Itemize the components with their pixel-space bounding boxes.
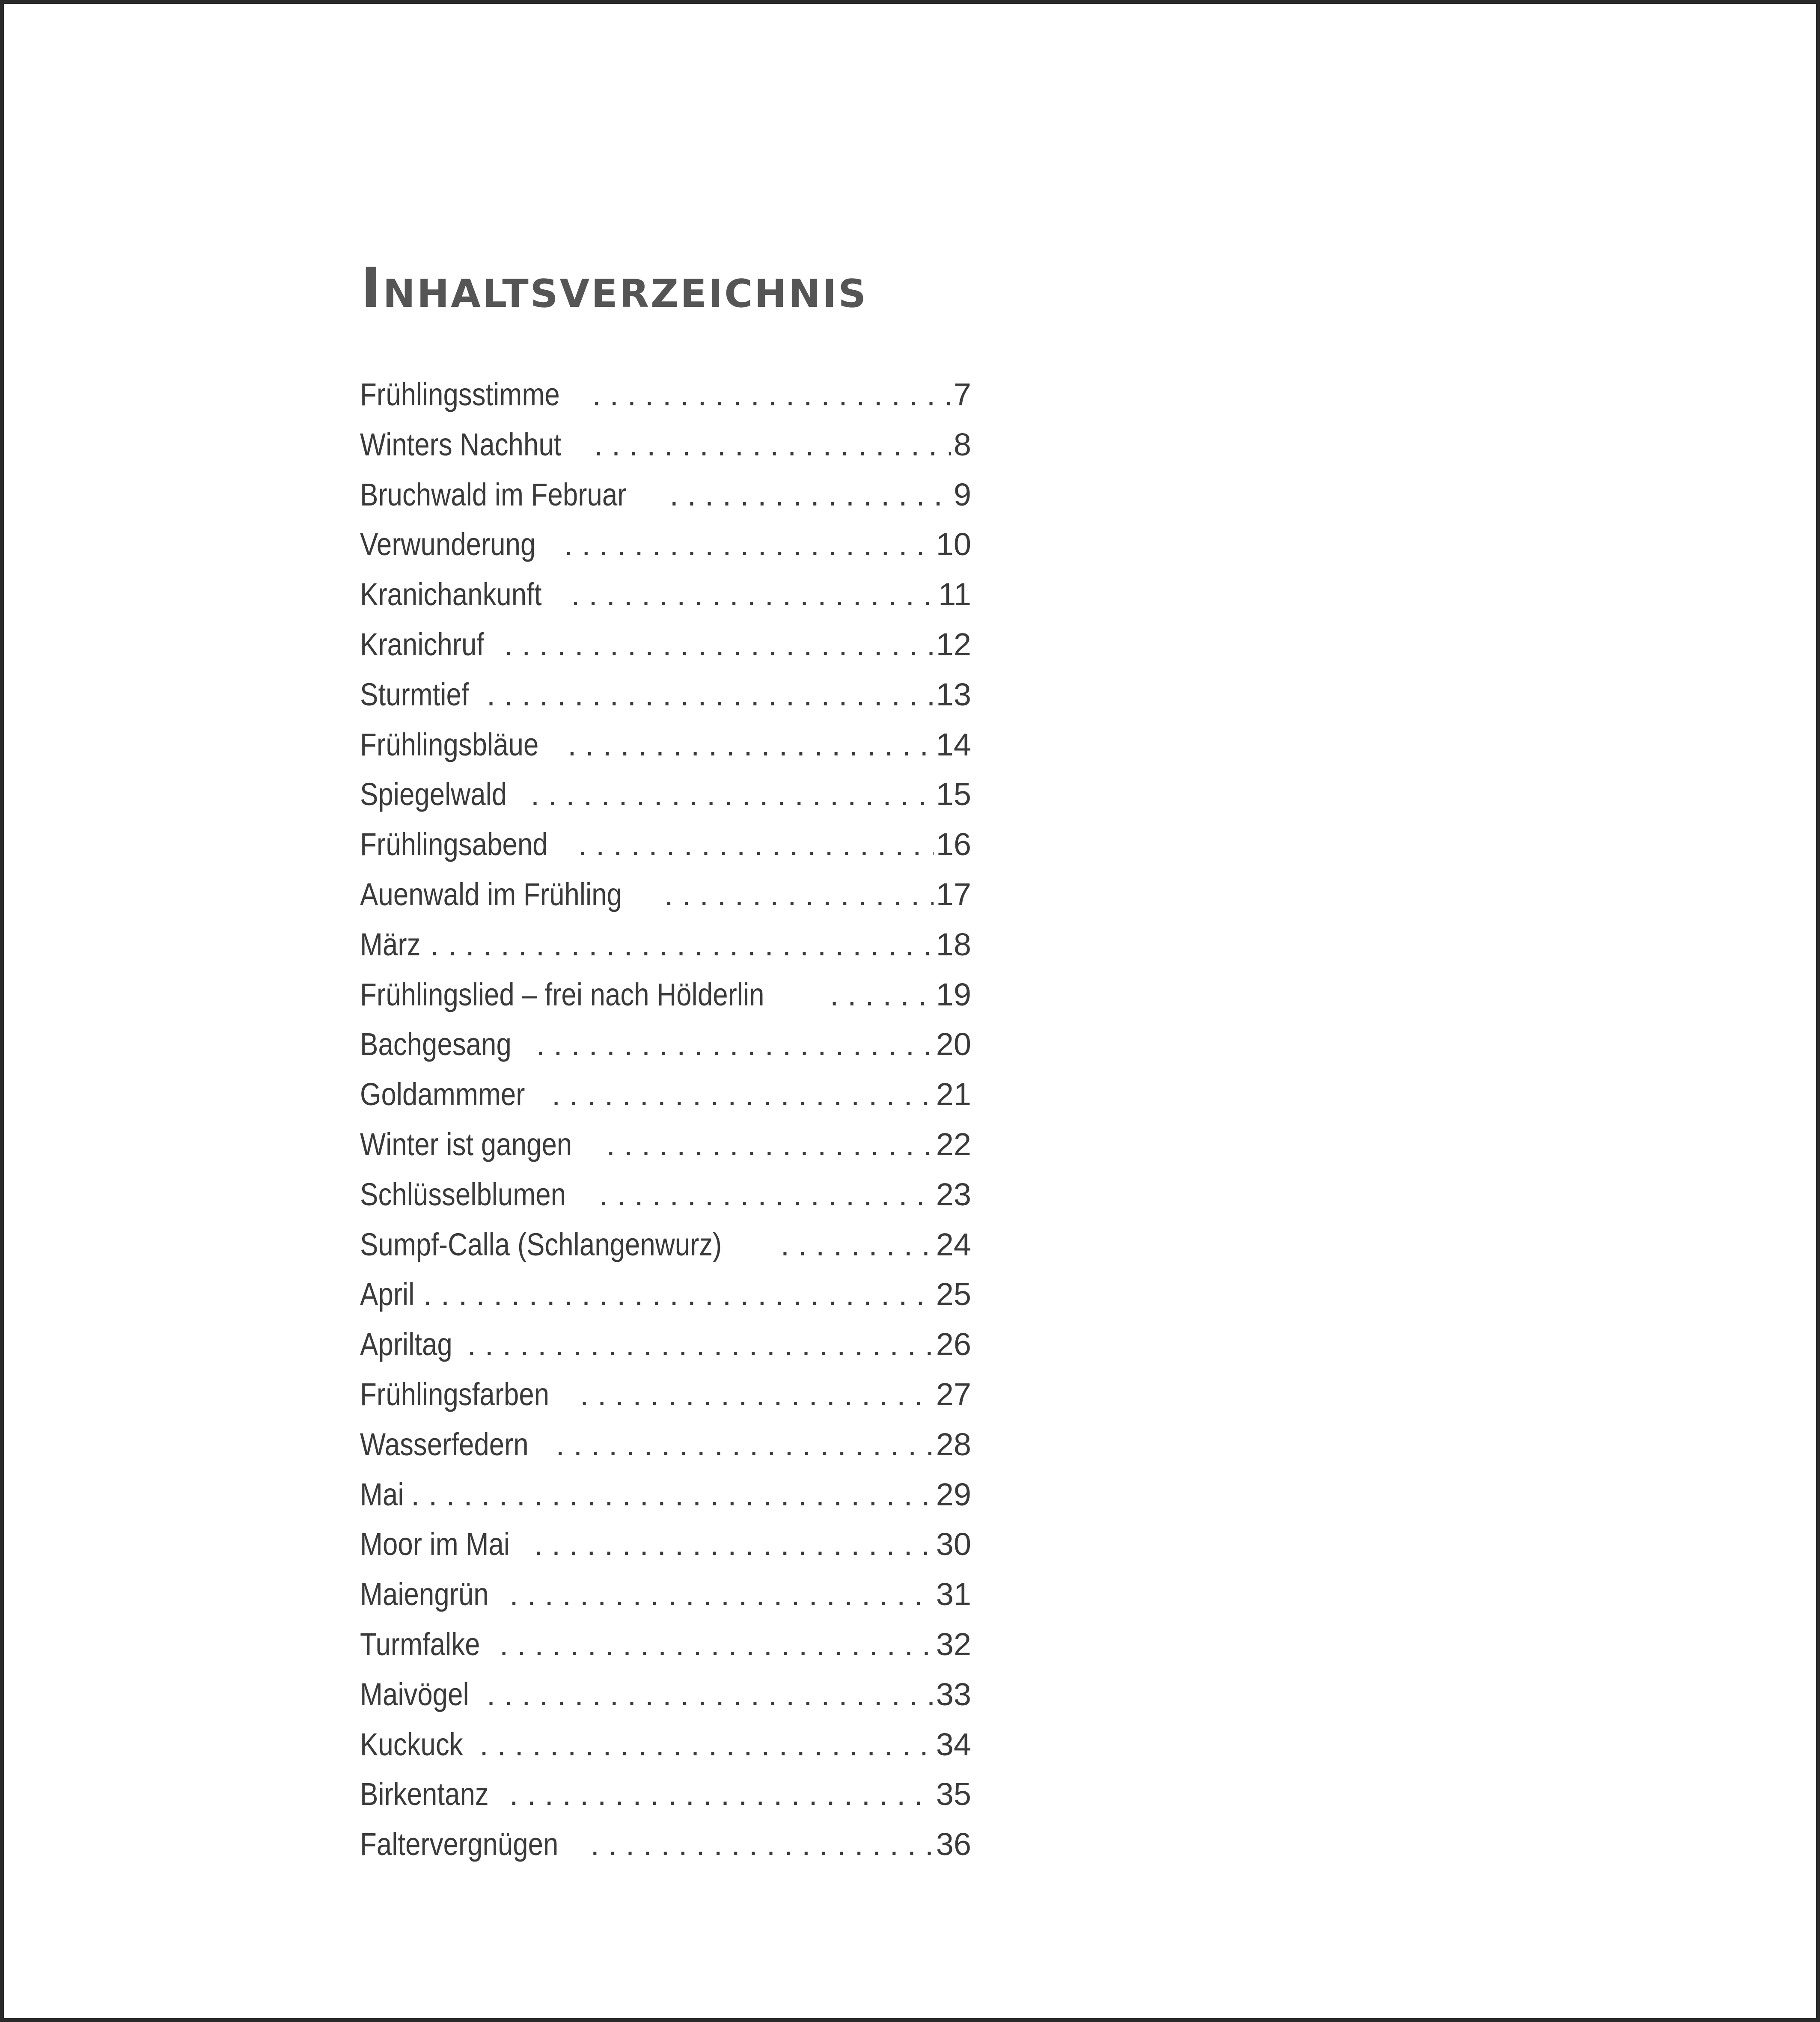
toc-entry-title: Faltervergnügen: [360, 1826, 559, 1862]
toc-entry: [360, 676, 971, 726]
toc-entry-title: Frühlingslied – frei nach Hölderlin: [360, 976, 764, 1012]
toc-entry: [360, 1476, 971, 1526]
toc-entry-page-number: 17: [936, 876, 971, 912]
toc-entry-title: Bachgesang: [360, 1026, 512, 1062]
toc-entry-page-number: 8: [953, 426, 971, 462]
toc-entry-page-number: 32: [936, 1626, 971, 1662]
toc-entry-page-number: 23: [936, 1176, 971, 1212]
toc-dot-leader: [578, 826, 934, 862]
toc-entry-title: Mai: [360, 1476, 404, 1512]
toc-entry-page-number: 10: [936, 526, 971, 562]
toc-dot-leader: [556, 1426, 934, 1463]
toc-dot-leader: [830, 976, 934, 1013]
toc-entry-title: April: [360, 1276, 415, 1312]
toc-entry-title: Maiengrün: [360, 1576, 489, 1612]
toc-entry: [360, 926, 971, 976]
toc-dot-leader: [552, 1076, 934, 1112]
toc-dot-leader: [430, 926, 934, 963]
toc-entry-page-number: 35: [936, 1776, 971, 1812]
toc-entry-page-number: 7: [953, 377, 971, 412]
toc-entry-page-number: 36: [936, 1826, 971, 1862]
toc-entry-title: Frühlingsstimme: [360, 377, 560, 412]
toc-dot-leader: [479, 1726, 933, 1763]
toc-dot-leader: [781, 1226, 934, 1263]
toc-entry-title: Birkentanz: [360, 1776, 489, 1812]
toc-entry: [360, 1676, 971, 1726]
toc-dot-leader: [504, 626, 934, 663]
toc-entry-page-number: 27: [936, 1376, 971, 1412]
toc-dot-leader: [487, 676, 934, 713]
toc-entry: [360, 1226, 971, 1276]
toc-entry-title: Turmfalke: [360, 1626, 480, 1662]
toc-dot-leader: [664, 876, 933, 913]
toc-entry-title: Kranichruf: [360, 626, 485, 662]
toc-entry-title: Kuckuck: [360, 1726, 463, 1762]
toc-dot-leader: [591, 1826, 934, 1862]
toc-entry-page-number: 22: [936, 1126, 971, 1162]
toc-entry: [360, 1326, 971, 1376]
toc-entry-page-number: 11: [938, 577, 971, 613]
toc-dot-leader: [669, 476, 951, 513]
toc-entry: [360, 876, 971, 926]
toc-entry: [360, 426, 971, 476]
toc-entry-page-number: 31: [936, 1576, 971, 1612]
toc-entry-title: Auenwald im Frühling: [360, 876, 622, 912]
toc-dot-leader: [423, 1276, 934, 1312]
toc-entry: [360, 526, 971, 576]
toc-entry-title: Schlüsselblumen: [360, 1176, 566, 1212]
toc-entry-page-number: 28: [936, 1426, 971, 1462]
toc-entry-page-number: 29: [936, 1476, 971, 1512]
toc-entry-page-number: 33: [936, 1676, 971, 1712]
toc-dot-leader: [467, 1326, 934, 1362]
toc-entry-page-number: 30: [936, 1526, 971, 1562]
toc-dot-leader: [580, 1376, 934, 1412]
toc-entry: [360, 626, 971, 676]
toc-entry-page-number: 18: [936, 926, 971, 962]
toc-entry-title: Sumpf-Calla (Schlangenwurz): [360, 1226, 722, 1262]
toc-entry-title: Frühlingsabend: [360, 827, 548, 862]
toc-entry: [360, 1826, 971, 1876]
toc-entry-title: Maivögel: [360, 1676, 469, 1712]
toc-entry-title: Bruchwald im Februar: [360, 476, 627, 512]
toc-dot-leader: [536, 1026, 934, 1062]
toc-entry: [360, 476, 971, 526]
toc-entry-page-number: 16: [936, 827, 971, 862]
toc-entry-page-number: 12: [936, 626, 971, 662]
toc-entry: [360, 376, 971, 426]
toc-dot-leader: [564, 526, 934, 562]
toc-entry-page-number: 26: [936, 1326, 971, 1362]
toc-entry: [360, 1726, 971, 1776]
toc-entry-title: Goldammmer: [360, 1076, 525, 1112]
toc-dot-leader: [599, 1176, 934, 1213]
toc-entry-title: Moor im Mai: [360, 1526, 510, 1562]
toc-entry: [360, 976, 971, 1026]
toc-dot-leader: [534, 1526, 934, 1562]
toc-dot-leader: [594, 426, 951, 463]
toc-entry-title: Frühlingsbläue: [360, 726, 539, 762]
toc-entry: [360, 1376, 971, 1426]
toc-entry-title: Kranichankunft: [360, 577, 542, 613]
toc-entry-title: Winter ist gangen: [360, 1126, 572, 1162]
toc-entry: [360, 1626, 971, 1676]
toc-entry: [360, 1126, 971, 1176]
toc-entry: [360, 776, 971, 826]
toc-entry-page-number: 24: [936, 1226, 971, 1262]
toc-dot-leader: [411, 1476, 934, 1513]
toc-entry: [360, 1776, 971, 1826]
toc-dot-leader: [509, 1576, 933, 1612]
toc-entry: [360, 1026, 971, 1076]
toc-dot-leader: [568, 726, 934, 763]
toc-entry: [360, 1426, 971, 1476]
toc-entry-page-number: 19: [936, 976, 971, 1012]
toc-dot-leader: [487, 1676, 934, 1713]
toc-entry: [360, 1276, 971, 1326]
toc-entry: [360, 826, 971, 876]
toc-dot-leader: [500, 1626, 934, 1662]
toc-entry-title: Winters Nachhut: [360, 426, 562, 462]
toc-dot-leader: [592, 376, 951, 413]
toc-dot-leader: [607, 1126, 934, 1163]
toc-entry-page-number: 20: [936, 1026, 971, 1062]
toc-entry-page-number: 13: [936, 676, 971, 712]
toc-entry-page-number: 9: [953, 476, 971, 512]
toc-dot-leader: [509, 1776, 933, 1812]
toc-entry: [360, 1576, 971, 1626]
toc-entry-title: März: [360, 926, 421, 962]
toc-entry-page-number: 21: [936, 1076, 971, 1112]
toc-entry-page-number: 14: [936, 726, 971, 762]
toc-dot-leader: [531, 776, 934, 812]
toc-entry-page-number: 15: [936, 776, 971, 812]
toc-entry-title: Verwunderung: [360, 526, 536, 562]
toc-entry-title: Spiegelwald: [360, 776, 507, 812]
page-title: Inhaltsverzeichnis: [361, 256, 868, 320]
table-of-contents: [360, 376, 971, 1876]
toc-entry: [360, 1176, 971, 1226]
toc-entry-page-number: 34: [936, 1726, 971, 1762]
toc-entry-title: Frühlingsfarben: [360, 1376, 550, 1412]
toc-entry: [360, 1526, 971, 1576]
toc-entry-title: Sturmtief: [360, 676, 469, 712]
toc-dot-leader: [571, 576, 936, 613]
toc-entry: [360, 726, 971, 776]
toc-entry-title: Apriltag: [360, 1326, 452, 1362]
toc-entry-title: Wasserfedern: [360, 1426, 529, 1462]
toc-entry: [360, 576, 971, 626]
toc-entry-page-number: 25: [936, 1276, 971, 1312]
toc-entry: [360, 1076, 971, 1126]
